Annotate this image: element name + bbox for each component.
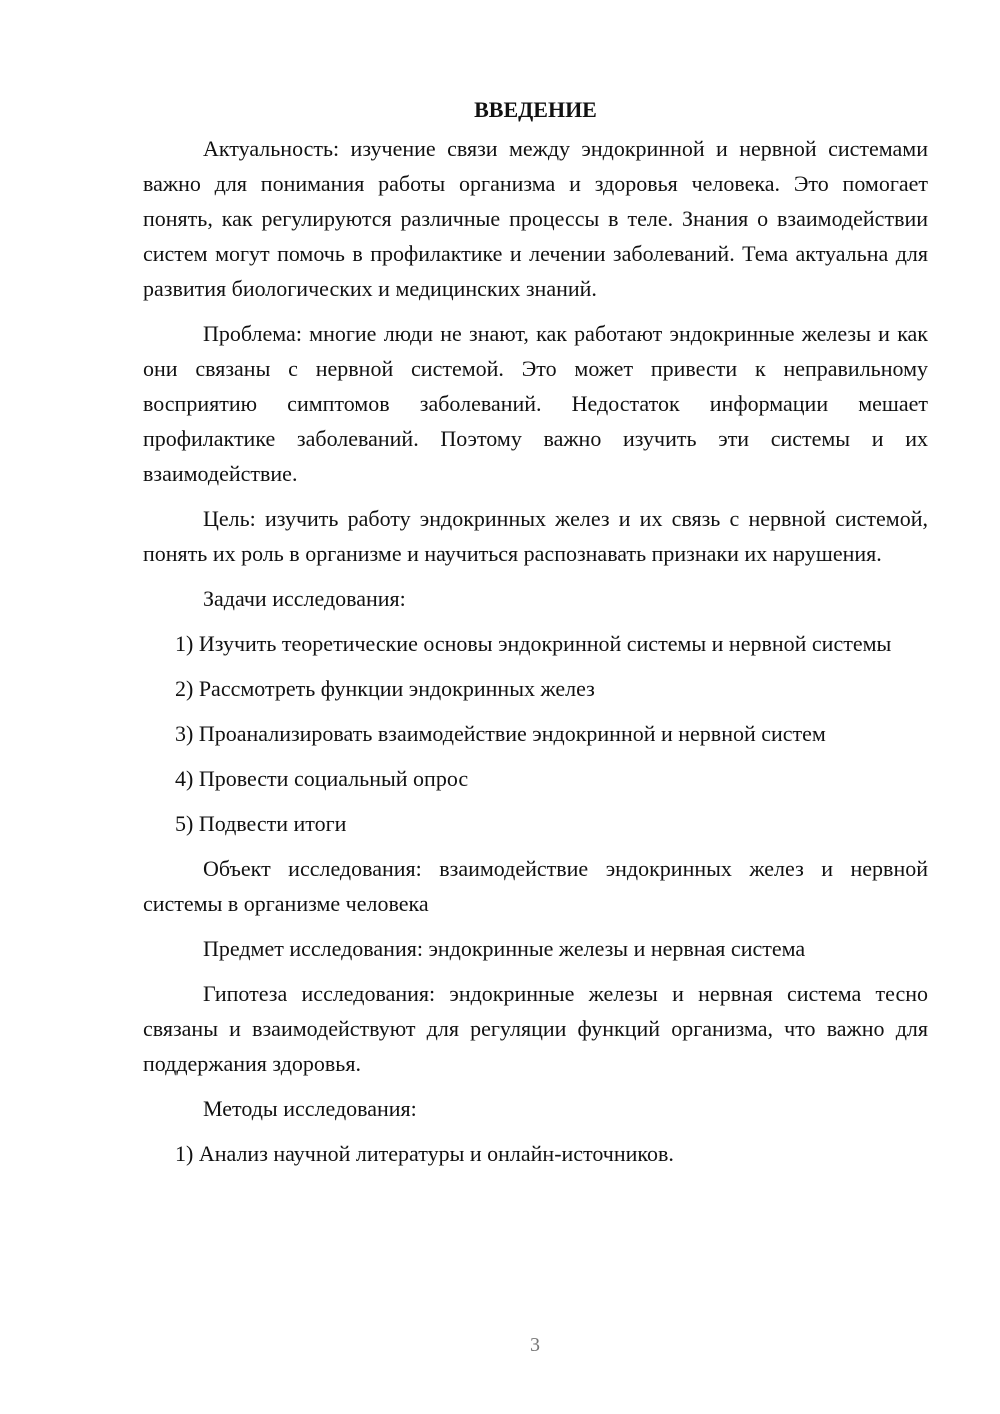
method-item-1: 1) Анализ научной литературы и онлайн-источников. [175,1141,674,1166]
relevance-paragraph: Актуальность: изучение связи между эндокринной и нервной системами важно для понимания работы организма и здоровья человека. Это помогает понять, как регулируются различные процессы в теле. Знания о взаимодействии систем могут помочь в профилактике и лечении заболеваний. Тема актуальна для развития биологических и медицинских знаний. [143,136,928,301]
page-content [143,92,928,1181]
subject-paragraph: Предмет исследования: эндокринные железы и нервная система [203,936,806,961]
object-paragraph: Объект исследования: взаимодействие эндокринных желез и нервной системы в организме человека [143,856,928,916]
tasks-heading: Задачи исследования: [203,586,406,611]
goal-paragraph: Цель: изучить работу эндокринных желез и их связь с нервной системой, понять их роль в организме и научиться распознавать признаки их нарушения. [143,506,928,566]
hypothesis-paragraph: Гипотеза исследования: эндокринные железы и нервная система тесно связаны и взаимодействуют для регуляции функций организма, что важно для поддержания здоровья. [143,981,928,1076]
task-item-4: 4) Провести социальный опрос [175,766,469,791]
page-title: ВВЕДЕНИЕ [474,97,597,122]
task-item-5: 5) Подвести итоги [175,811,347,836]
task-item-2: 2) Рассмотреть функции эндокринных желез [175,676,595,701]
problem-paragraph: Проблема: многие люди не знают, как работают эндокринные железы и как они связаны с нервной системой. Это может привести к неправильному восприятию симптомов заболеваний. Недостаток информации мешает профилактике заболеваний. Поэтому важно изучить эти системы и их взаимодействие. [143,321,928,486]
task-item-3: 3) Проанализировать взаимодействие эндокринной и нервной систем [175,721,826,746]
methods-heading: Методы исследования: [203,1096,417,1121]
page-number: 3 [530,1334,540,1356]
task-item-1: 1) Изучить теоретические основы эндокринной системы и нервной системы [175,631,892,656]
